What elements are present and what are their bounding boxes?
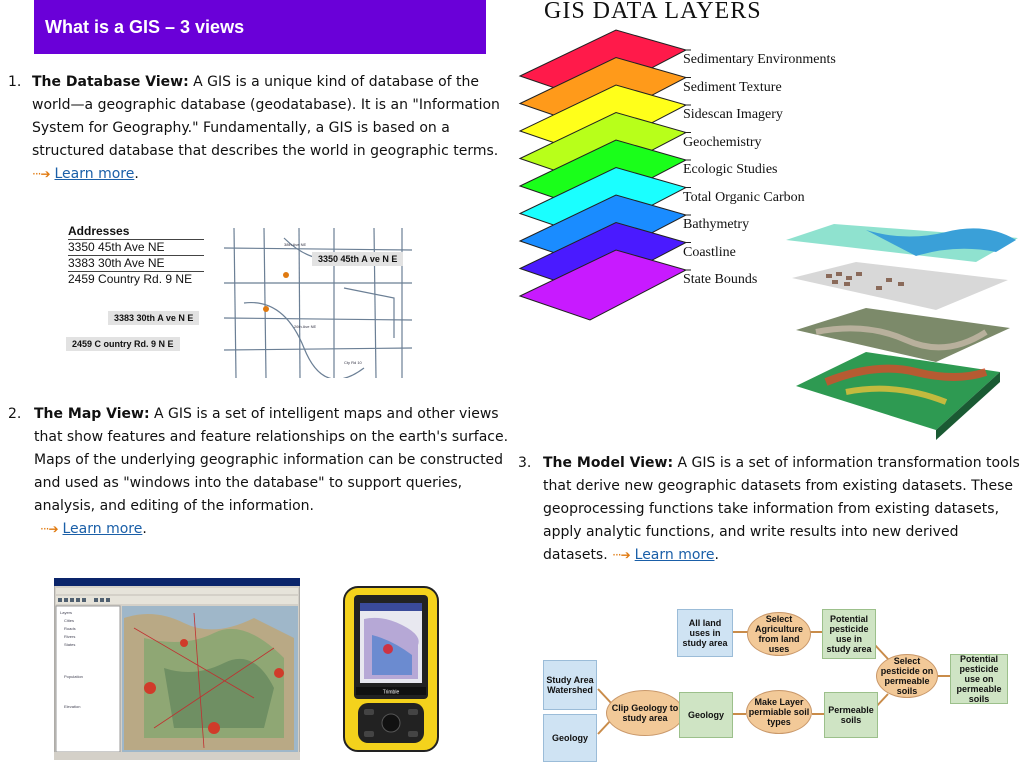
map-view-item <box>8 403 513 543</box>
flow-node-make-layer: Make Layer permiable soil types <box>746 690 812 734</box>
item-number: 1. <box>8 74 22 90</box>
flow-node-clip: Clip Geology to study area <box>606 690 684 736</box>
map-callout: 2459 C ountry Rd. 9 N E <box>66 337 180 351</box>
item-body <box>34 403 513 541</box>
svg-text:States: States <box>64 642 76 647</box>
flow-node-select-pesticide: Select pesticide on permeable soils <box>876 654 938 698</box>
item-text: A GIS is a unique kind of database of the world—a geographic database (geodatabase). It is an "Information System for Geography." Fundamentally, a GIS is based on a structured database that describes the world in geographic terms. <box>32 74 500 159</box>
slide-title-bar <box>34 0 486 54</box>
flow-node-geology-input: Geology <box>543 714 597 762</box>
item-period: . <box>714 547 719 563</box>
svg-text:Elevation: Elevation <box>64 704 81 709</box>
gis-layer-label: Bathymetry <box>683 217 750 232</box>
item-heading: The Map View: <box>34 406 150 422</box>
flow-node-select-agriculture: Select Agriculture from land uses <box>747 612 811 656</box>
svg-text:Cities: Cities <box>64 618 75 623</box>
map-callout: 3350 45th A ve N E <box>312 252 403 266</box>
item-text: A GIS is a set of information transformation tools that derive new geographic datasets from existing datasets. These geoprocessing functions take information from existing datasets, apply analytic functions, and write results into new derived datasets. <box>543 455 1020 563</box>
gis-software-screenshot <box>54 578 300 760</box>
address-row: 3350 45th Ave NE <box>68 240 204 256</box>
gis-layer-label: State Bounds <box>683 272 758 287</box>
database-view-item <box>8 71 513 191</box>
item-number: 3. <box>518 455 532 471</box>
item-number: 2. <box>8 406 22 422</box>
flow-node-result: Potential pesticide use on permeable soils <box>950 654 1008 704</box>
item-body <box>32 71 513 186</box>
addresses-table <box>68 224 204 288</box>
svg-text:Roads: Roads <box>64 626 76 631</box>
street-map-drawing <box>224 228 412 378</box>
device-brand: Trimble <box>382 689 400 696</box>
gis-layers-title: GIS DATA LAYERS <box>544 0 762 24</box>
gis-layer-label: Total Organic Carbon <box>683 189 805 205</box>
address-row: 3383 30th Ave NE <box>68 256 204 272</box>
gis-layer-label: Coastline <box>683 244 736 260</box>
svg-text:Cty Rd 10: Cty Rd 10 <box>344 360 362 365</box>
model-view-item <box>518 452 1020 567</box>
svg-text:Population: Population <box>64 674 83 679</box>
arrow-right-icon: ···➔ <box>612 548 630 562</box>
address-row: 2459 Country Rd. 9 NE <box>68 272 193 286</box>
learn-more-link[interactable]: Learn more <box>62 521 143 537</box>
device-drawing <box>342 585 440 753</box>
item-period: . <box>142 521 147 537</box>
gis-layer-label: Ecologic Studies <box>683 162 778 177</box>
gis-layer-label: Sidescan Imagery <box>683 107 783 122</box>
flow-node-all-land-uses: All land uses in study area <box>677 609 733 657</box>
learn-more-link[interactable]: Learn more <box>634 547 715 563</box>
item-body <box>543 452 1020 567</box>
svg-text:26th Ave NE: 26th Ave NE <box>294 324 317 329</box>
terrain-layers-image <box>786 222 1022 444</box>
slide-title: What is a GIS – 3 views <box>45 17 245 37</box>
gis-layer-label: Sediment Texture <box>683 79 782 95</box>
map-callout: 3383 30th A ve N E <box>108 311 199 325</box>
item-period: . <box>134 166 139 182</box>
gis-layer-stack <box>516 26 691 326</box>
item-heading: The Model View: <box>543 455 674 471</box>
flow-node-geology-output: Geology <box>679 692 733 738</box>
arrow-right-icon: ···➔ <box>32 167 50 181</box>
item-text: A GIS is a set of intelligent maps and other views that show features and feature relationships on the earth's surface. Maps of the underlying geographic information can be constructed and used as "windows into the database" to support queries, analysis, and editing of the information. <box>34 406 509 514</box>
street-map-image <box>224 228 412 378</box>
learn-more-link[interactable]: Learn more <box>54 166 135 182</box>
svg-text:38th Ave NE: 38th Ave NE <box>284 242 307 247</box>
item-heading: The Database View: <box>32 74 189 90</box>
gis-layer-label: Geochemistry <box>683 134 762 150</box>
svg-text:Rivers: Rivers <box>64 634 76 639</box>
flow-node-permeable-soils: Permeable soils <box>824 692 878 738</box>
handheld-gps-device <box>342 585 440 753</box>
software-window-drawing <box>54 578 300 760</box>
terrain-layers-drawing <box>786 222 1022 444</box>
gis-layer-label: Sedimentary Environments <box>683 52 836 67</box>
addresses-header: Addresses <box>68 224 204 240</box>
svg-text:Layers: Layers <box>60 610 73 615</box>
flow-node-potential-pesticide: Potential pesticide use in study area <box>822 609 876 659</box>
arrow-right-icon: ···➔ <box>40 522 58 536</box>
flow-node-study-area: Study Area Watershed <box>543 660 597 710</box>
